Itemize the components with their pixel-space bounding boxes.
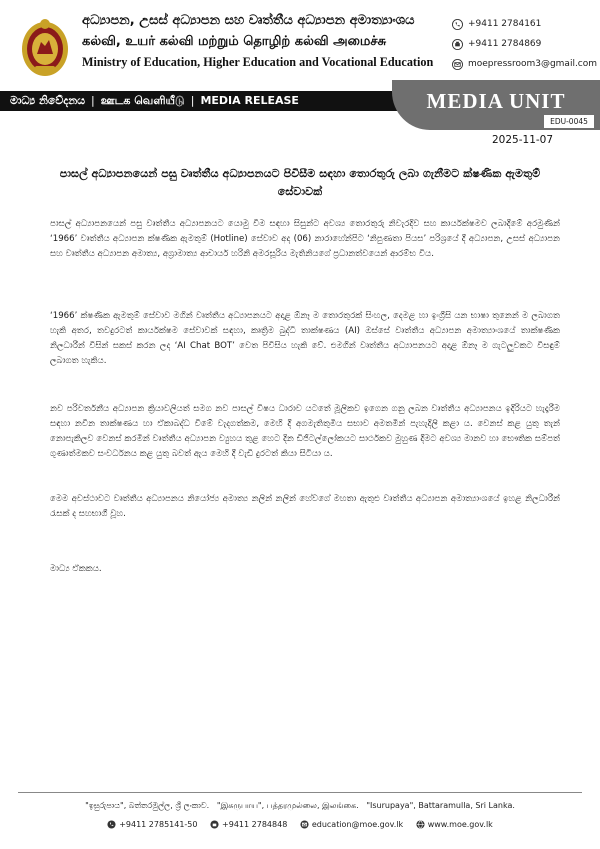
band-separator: | — [190, 94, 195, 107]
footer-address — [20, 801, 580, 811]
phone-icon — [452, 19, 463, 30]
paragraph-4: මෙම අවස්ථාවට වෘත්තීය අධ්‍යාපනය නියෝජ්‍ය අමාත්‍ය නලින් නලින් හේවගේ මහතා ඇතුළු වෘත්තීය අධ්‍යාපන අමාත්‍යාංශයේ ඉහළ නිලධාරීන් රැසක් ද සහභාගී වූහ. — [50, 494, 560, 519]
footer-phone-1: +9411 2785141-50 — [107, 820, 197, 829]
band-separator: | — [91, 94, 95, 107]
email-icon — [452, 59, 463, 70]
ministry-name-english: Ministry of Education, Higher Education and Vocational Education — [82, 55, 434, 69]
footer-contacts — [20, 820, 580, 831]
letterhead — [0, 0, 600, 88]
footer-email: education@moe.gov.lk — [300, 820, 403, 829]
paragraph-2: ‘1966’ ක්ෂණික ඇමතුම් සේවාව මගින් වෘත්තීය අධ්‍යාපනයට අදාළ ඕනෑ ම තොරතුරක් සිංහල, දෙමළ හා ඉංග්‍රීසි යන භාෂා තුනෙන් ම ලබාගත හැකි අතර, තවදුරටත් කාර්යක්ෂම සේවාවක් සඳහා, කෘත්‍රිම බුද්ධි තාක්ෂණය (AI) ඔස්සේ වෘත්තීය අධ්‍යාපන අමාත්‍යාංශයේ තාක්ෂණික නිලධාරීන් විසින් සකස් කරන ලද ‘AI Chat BOT’ වෙත පිවිසිය හැකි වේ. එමගින් වෘත්තීය අධ්‍යාපනයට අදාළ ඕනෑ ම ගැටලුවකට විසඳුම් ලබාගත හැකිය. — [50, 311, 560, 366]
header-phone-2: +9411 2784869 — [452, 34, 600, 54]
footer-address-sinhala: "ඉසුරුපාය", බත්තරමුල්ල, ශ්‍රී ලංකාව. — [85, 801, 210, 810]
header-email: moepressroom3@gmail.com — [452, 54, 600, 74]
ministry-names — [82, 10, 442, 72]
band-label-tamil: ஊடக வெளியீடு — [100, 94, 185, 107]
globe-icon — [416, 820, 425, 829]
paragraph-1: පාසල් අධ්‍යාපනයෙන් පසු වෘත්තීය අධ්‍යාපනයට යොමු වීම සඳහා සිසුන්ට අවශ්‍ය තොරතුරු නිවැරදිව සහ කාර්යක්ෂමව ලබාදීමේ අරමුණින් ‘1966’ වෘත්තීය අධ්‍යාපන ක්ෂණික ඇමතුම් (Hotline) සේවාව අද (06) නාරාහේන්පිට ‘නිපුණතා පියස’ පරිශ්‍රයේ දී අධ්‍යාපන, උසස් අධ්‍යාපන සහ වෘත්තීය අධ්‍යාපන අමාත්‍ය, අග්‍රාමාත්‍ය ආචාර්ය හරිනි අමරසූරිය මැතිනියගේ ප්‍රධානත්වයෙන් ආරම්භ විය. — [50, 219, 560, 259]
release-date: 2025-11-07 — [492, 134, 554, 146]
footer-address-english: "Isurupaya", Battaramulla, Sri Lanka. — [366, 801, 515, 810]
media-unit-label: MEDIA UNIT — [426, 89, 566, 113]
header-contacts — [452, 14, 600, 74]
footer-website: www.moe.gov.lk — [416, 820, 493, 829]
fax-icon — [452, 39, 463, 50]
phone-icon — [107, 820, 116, 829]
band-label-english: MEDIA RELEASE — [200, 94, 299, 107]
email-icon — [300, 820, 309, 829]
signoff: මාධ්‍ය ඒකකය. — [50, 564, 102, 574]
fax-icon — [210, 820, 219, 829]
footer-address-tamil: "இசுருபாய", பத்தரமுல்லை, இலங்கை. — [216, 801, 359, 810]
paragraph-3: නව පරිවර්තනීය අධ්‍යාපන ක්‍රියාවලියත් සමග නව පාසල් විෂය ධාරාව යටතේ මූලිකව ඉගෙන ගනු ලබන වෘත්තීය අධ්‍යාපනය ඉදිරියට හැදෑරීම සඳහා නවීන තාක්ෂණය හා ඒකාබද්ධ වීමේ වැදගත්කම, මෙහි දී අගමැතිතුමිය සභාව අමතමින් පැහැදිලි කළා ය. වෙනස් කළ යුතු තැන් නොපැකිලව වෙනස් කරමින් වෘත්තීය අධ්‍යාපන ව්‍යුහය තුළ හෙට දින ඩිජිටල්ලෝකයට සාර්ථකව මුහුණ දීමට අවශ්‍ය මානව හා භෞතික සම්පත් ගුණාත්මකව සංවර්ධනය කළ යුතු බවත් ඇය මෙහි දී වැඩි දුරටත් කියා සිටියා ය. — [50, 404, 560, 459]
band-labels — [10, 91, 299, 111]
ministry-name-tamil: கல்வி, உயர் கல்வி மற்றும் தொழிற் கல்வி அமைச்சு — [82, 34, 387, 49]
band-label-sinhala: මාධ්‍ය නිවේදනය — [10, 94, 86, 107]
footer-divider — [18, 792, 582, 793]
sri-lanka-emblem-icon — [20, 16, 70, 78]
release-title: පාසල් අධ්‍යාපනයෙන් පසු වෘත්තීය අධ්‍යාපනයට පිවිසීම සඳහා තොරතුරු ලබා ගැනීමට ක්ෂණික ඇමතුම් සේවාවක් — [59, 167, 541, 198]
ministry-name-sinhala: අධ්‍යාපන, උසස් අධ්‍යාපන සහ වෘත්තීය අධ්‍යාපන අමාත්‍යාංශය — [82, 13, 415, 28]
footer-phone-2: +9411 2784848 — [210, 820, 287, 829]
release-code: EDU-0045 — [544, 115, 594, 128]
header-phone-1: +9411 2784161 — [452, 14, 600, 34]
